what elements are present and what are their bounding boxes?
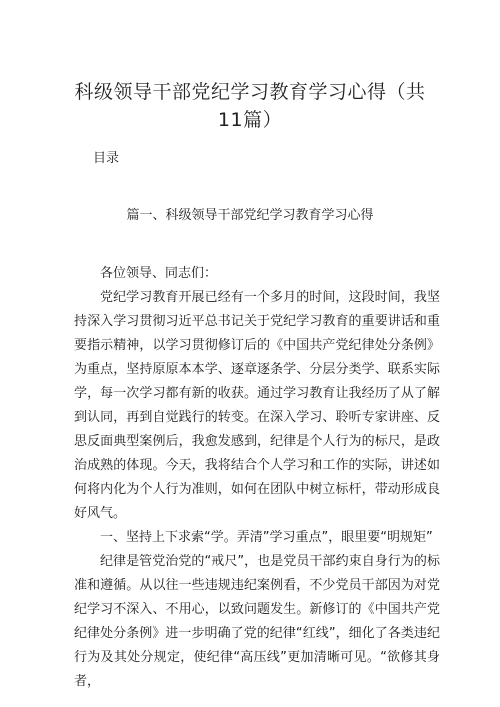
chapter-title: 篇一、科级领导干部党纪学习教育学习心得: [126, 208, 374, 223]
body-paragraph: 党纪学习教育开展已经有一个多月的时间，这段时间，我坚持深入学习贯彻习近平总书记关于党纪学习教育的重要讲话和重要指示精神，以学习贯彻修订后的《中国共产党纪律处分条例》为重点，坚持原原本本学、逐章逐条学、分层分类学、联系实际学，每一次学习都有新的收获。通过学习教育让我经历了从了解到认同，再到自觉践行的转变。在深入学习、聆听专家讲座、反思反面典型案例后，我愈发感到，纪律是个人行为的标尺，是政治成熟的体现。今天，我将结合个人学习和工作的实际，讲述如何将内化为个人行为准则，如何在团队中树立标杆，带动形成良好风气。: [74, 290, 440, 521]
document-body: [74, 262, 440, 694]
body-paragraph: 纪律是管党治党的“戒尺”，也是党员干部约束自身行为的标准和遵循。从以往一些违规违纪案例看，不少党员干部因为对党纪学习不深入、不用心，以致问题发生。新修订的《中国共产党纪律处分条例》进一步明确了党的纪律“红线”，细化了各类违纪行为及其处分规定，使纪律“高压线”更加清晰可见。“欲修其身者，: [74, 554, 440, 689]
document-title: 科级领导干部党纪学习教育学习心得（共11篇）: [74, 81, 426, 131]
toc-label: 目录: [93, 151, 120, 166]
salutation-paragraph: 各位领导、同志们：: [100, 266, 218, 281]
section-heading: 一、坚持上下求索“学。弄清”学习重点”，眼里要“明规矩”: [100, 530, 433, 545]
